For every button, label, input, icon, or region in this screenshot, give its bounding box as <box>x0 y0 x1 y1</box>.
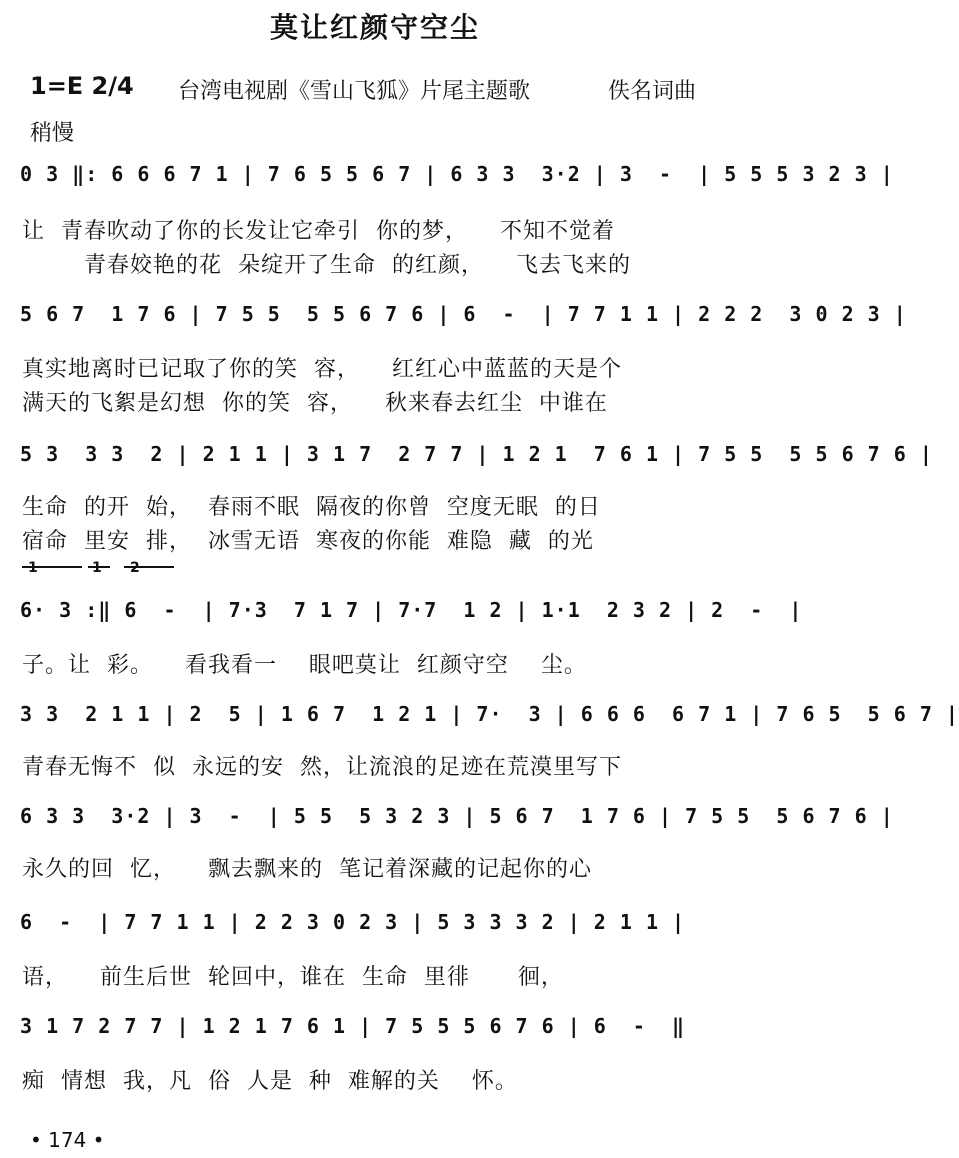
ending-bracket <box>22 566 82 568</box>
lyric-line: 语， 前生后世 轮回中，谁在 生命 里徘 徊， <box>22 965 564 990</box>
ending-mark: 1 <box>28 560 38 576</box>
song-title: 莫让红颜守空尘 <box>269 11 480 44</box>
lyric-line: 满天的飞絮是幻想 你的笑 容， 秋来春去红尘 中谁在 <box>22 391 608 416</box>
notation-line: 5 3 3 3 2 | 2 1 1 | 3 1 7 2 7 7 | 1 2 1 7 6 1 | 7 5 5 5 5 6 7 6 | <box>20 442 933 466</box>
notation-line: 0 3 ‖: 6 6 6 7 1 | 7 6 5 5 6 7 | 6 3 3 3·2 | 3 - | 5 5 5 3 2 3 | <box>20 162 894 186</box>
ending-mark: 2 <box>130 560 140 576</box>
song-credit: 佚名词曲 <box>608 79 697 104</box>
lyric-line: 痴 情想 我，凡 俗 人是 种 难解的关 怀。 <box>22 1069 518 1094</box>
lyric-line: 生命 的开 始， 春雨不眠 隔夜的你曾 空度无眠 的日 <box>22 495 601 520</box>
notation-line: 6· 3 :‖ 6 - | 7·3 7 1 7 | 7·7 1 2 | 1·1 2 3 2 | 2 - | <box>20 598 803 622</box>
lyric-line: 让 青春吹动了你的长发让它牵引 你的梦， 不知不觉着 <box>22 219 615 244</box>
notation-line: 3 3 2 1 1 | 2 5 | 1 6 7 1 2 1 | 7· 3 | 6 6 6 6 7 1 | 7 6 5 5 6 7 | <box>20 702 959 726</box>
ending-mark: 1 <box>92 560 102 576</box>
ending-bracket <box>124 566 174 568</box>
notation-line: 5 6 7 1 7 6 | 7 5 5 5 5 6 7 6 | 6 - | 7 7 1 1 | 2 2 2 3 0 2 3 | <box>20 302 907 326</box>
song-subtitle: 台湾电视剧《雪山飞狐》片尾主题歌 <box>178 79 531 104</box>
lyric-line: 青春姣艳的花 朵绽开了生命 的红颜， 飞去飞来的 <box>84 253 631 278</box>
lyric-line: 青春无悔不 似 永远的安 然，让流浪的足迹在荒漠里写下 <box>22 755 622 780</box>
notation-line: 6 - | 7 7 1 1 | 2 2 3 0 2 3 | 5 3 3 3 2 | 2 1 1 | <box>20 910 686 934</box>
notation-line: 3 1 7 2 7 7 | 1 2 1 7 6 1 | 7 5 5 5 6 7 6 | 6 - ‖ <box>20 1014 686 1038</box>
lyric-line: 子。让 彩。 看我看一 眼吧莫让 红颜守空 尘。 <box>22 653 587 678</box>
lyric-line: 宿命 里安 排， 冰雪无语 寒夜的你能 难隐 藏 的光 <box>22 529 594 554</box>
key-signature: 1=E 2/4 <box>30 72 134 100</box>
ending-bracket <box>88 566 110 568</box>
notation-line: 6 3 3 3·2 | 3 - | 5 5 5 3 2 3 | 5 6 7 1 7 6 | 7 5 5 5 6 7 6 | <box>20 804 894 828</box>
page-number: • 174 • <box>30 1128 105 1152</box>
lyric-line: 永久的回 忆， 飘去飘来的 笔记着深藏的记起你的心 <box>22 857 592 882</box>
tempo-marking: 稍慢 <box>30 121 75 146</box>
lyric-line: 真实地离时已记取了你的笑 容， 红红心中蓝蓝的天是个 <box>22 357 622 382</box>
